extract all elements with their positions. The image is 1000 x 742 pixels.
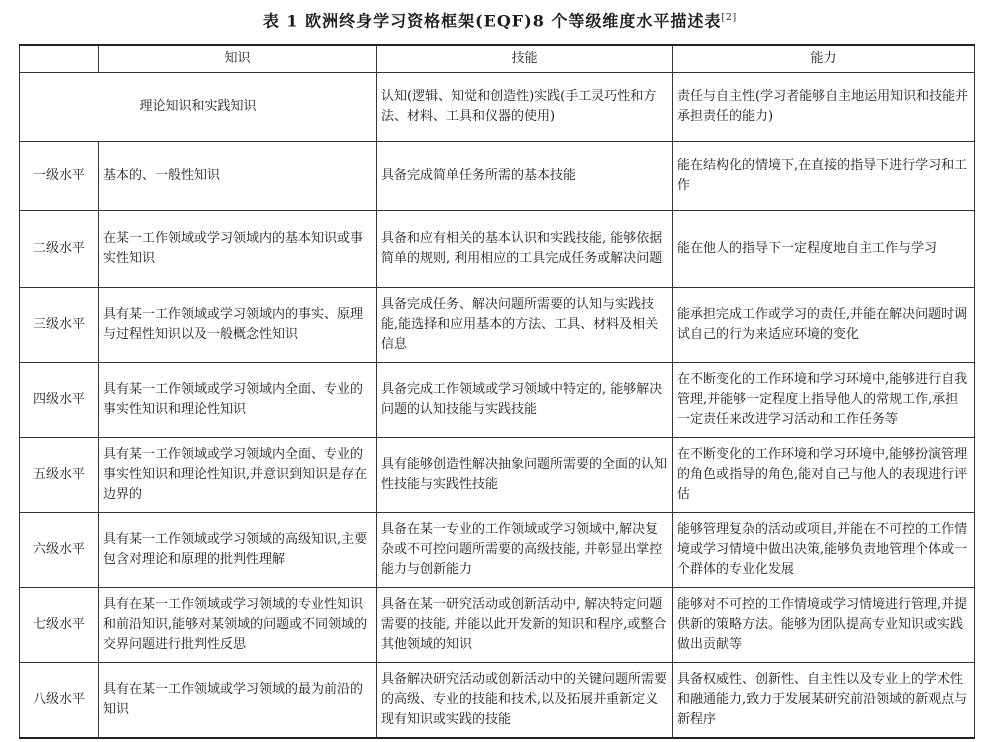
table-row — [20, 513, 975, 588]
skills-cell: 具备在某一专业的工作领域或学习领域中,解决复杂或不可控问题所需要的高级技能, 并彰显出掌控能力与创新能力 — [377, 513, 673, 588]
competence-cell: 能够管理复杂的活动或项目,并能在不可控的工作情境或学习情境中做出决策,能够负责地管理个体或一个群体的专业化发展 — [673, 513, 975, 588]
level-cell: 一级水平 — [20, 142, 99, 211]
knowledge-cell: 具有某一工作领域或学习领域内全面、专业的事实性知识和理论性知识,并意识到知识是存在边界的 — [99, 438, 377, 513]
table-row — [20, 288, 975, 363]
table-row — [20, 438, 975, 513]
skills-cell: 具备解决研究活动或创新活动中的关键问题所需要的高级、专业的技能和技术,以及拓展并重新定义现有知识或实践的技能 — [377, 663, 673, 739]
knowledge-cell: 具有在某一工作领域或学习领域的专业性知识和前沿知识,能够对某领域的问题或不同领域的交界问题进行批判性反思 — [99, 588, 377, 663]
level-cell: 八级水平 — [20, 663, 99, 739]
skills-cell: 具备完成工作领域或学习领域中特定的, 能够解决问题的认知技能与实践技能 — [377, 363, 673, 438]
competence-cell: 具备权威性、创新性、自主性以及专业上的学术性和融通能力,致力于发展某研究前沿领域的新观点与新程序 — [673, 663, 975, 739]
competence-cell: 在不断变化的工作环境和学习环境中,能够扮演管理的角色或指导的角色,能对自己与他人的表现进行评估 — [673, 438, 975, 513]
header-skills: 技能 — [377, 45, 673, 73]
knowledge-cell: 具有某一工作领域或学习领域内全面、专业的事实性知识和理论性知识 — [99, 363, 377, 438]
competence-cell: 能承担完成工作或学习的责任,并能在解决问题时调试自己的行为来适应环境的变化 — [673, 288, 975, 363]
knowledge-cell: 基本的、一般性知识 — [99, 142, 377, 211]
level-cell: 三级水平 — [20, 288, 99, 363]
intro-row — [20, 73, 975, 142]
level-cell: 六级水平 — [20, 513, 99, 588]
intro-knowledge: 理论知识和实践知识 — [20, 73, 377, 142]
header-level — [20, 45, 99, 73]
knowledge-cell: 在某一工作领域或学习领域内的基本知识或事实性知识 — [99, 211, 377, 288]
header-competence: 能力 — [673, 45, 975, 73]
competence-cell: 能在他人的指导下一定程度地自主工作与学习 — [673, 211, 975, 288]
skills-cell: 具有能够创造性解决抽象问题所需要的全面的认知性技能与实践性技能 — [377, 438, 673, 513]
level-cell: 七级水平 — [20, 588, 99, 663]
competence-cell: 能在结构化的情境下,在直接的指导下进行学习和工作 — [673, 142, 975, 211]
competence-cell: 能够对不可控的工作情境或学习情境进行管理,并提供新的策略方法。能够为团队提高专业知识或实践做出贡献等 — [673, 588, 975, 663]
table-row — [20, 142, 975, 211]
skills-cell: 具备在某一研究活动或创新活动中, 解决特定问题需要的技能, 并能以此开发新的知识和程序,或整合其他领域的知识 — [377, 588, 673, 663]
level-cell: 二级水平 — [20, 211, 99, 288]
competence-cell: 在不断变化的工作环境和学习环境中,能够进行自我管理,并能够一定程度上指导他人的常规工作,承担一定责任来改进学习活动和工作任务等 — [673, 363, 975, 438]
table-caption — [0, 8, 1000, 31]
reference-mark: [2] — [721, 13, 738, 23]
table-row — [20, 211, 975, 288]
table-row — [20, 663, 975, 739]
table-title: 表 1 欧洲终身学习资格框架(EQF)8 个等级维度水平描述表 — [262, 11, 722, 31]
knowledge-cell: 具有某一工作领域或学习领域内的事实、原理与过程性知识以及一般概念性知识 — [99, 288, 377, 363]
level-cell: 五级水平 — [20, 438, 99, 513]
knowledge-cell: 具有在某一工作领域或学习领域的最为前沿的知识 — [99, 663, 377, 739]
header-row — [20, 45, 975, 73]
table-row — [20, 588, 975, 663]
intro-competence: 责任与自主性(学习者能够自主地运用知识和技能并承担责任的能力) — [673, 73, 975, 142]
header-knowledge: 知识 — [99, 45, 377, 73]
eqf-table — [19, 44, 975, 739]
skills-cell: 具备和应有相关的基本认识和实践技能, 能够依据简单的规则, 利用相应的工具完成任务或解决问题 — [377, 211, 673, 288]
intro-skills: 认知(逻辑、知觉和创造性)实践(手工灵巧性和方法、材料、工具和仪器的使用) — [377, 73, 673, 142]
level-cell: 四级水平 — [20, 363, 99, 438]
knowledge-cell: 具有某一工作领域或学习领域的高级知识,主要包含对理论和原理的批判性理解 — [99, 513, 377, 588]
skills-cell: 具备完成简单任务所需的基本技能 — [377, 142, 673, 211]
skills-cell: 具备完成任务、解决问题所需要的认知与实践技能,能选择和应用基本的方法、工具、材料及相关信息 — [377, 288, 673, 363]
table-row — [20, 363, 975, 438]
